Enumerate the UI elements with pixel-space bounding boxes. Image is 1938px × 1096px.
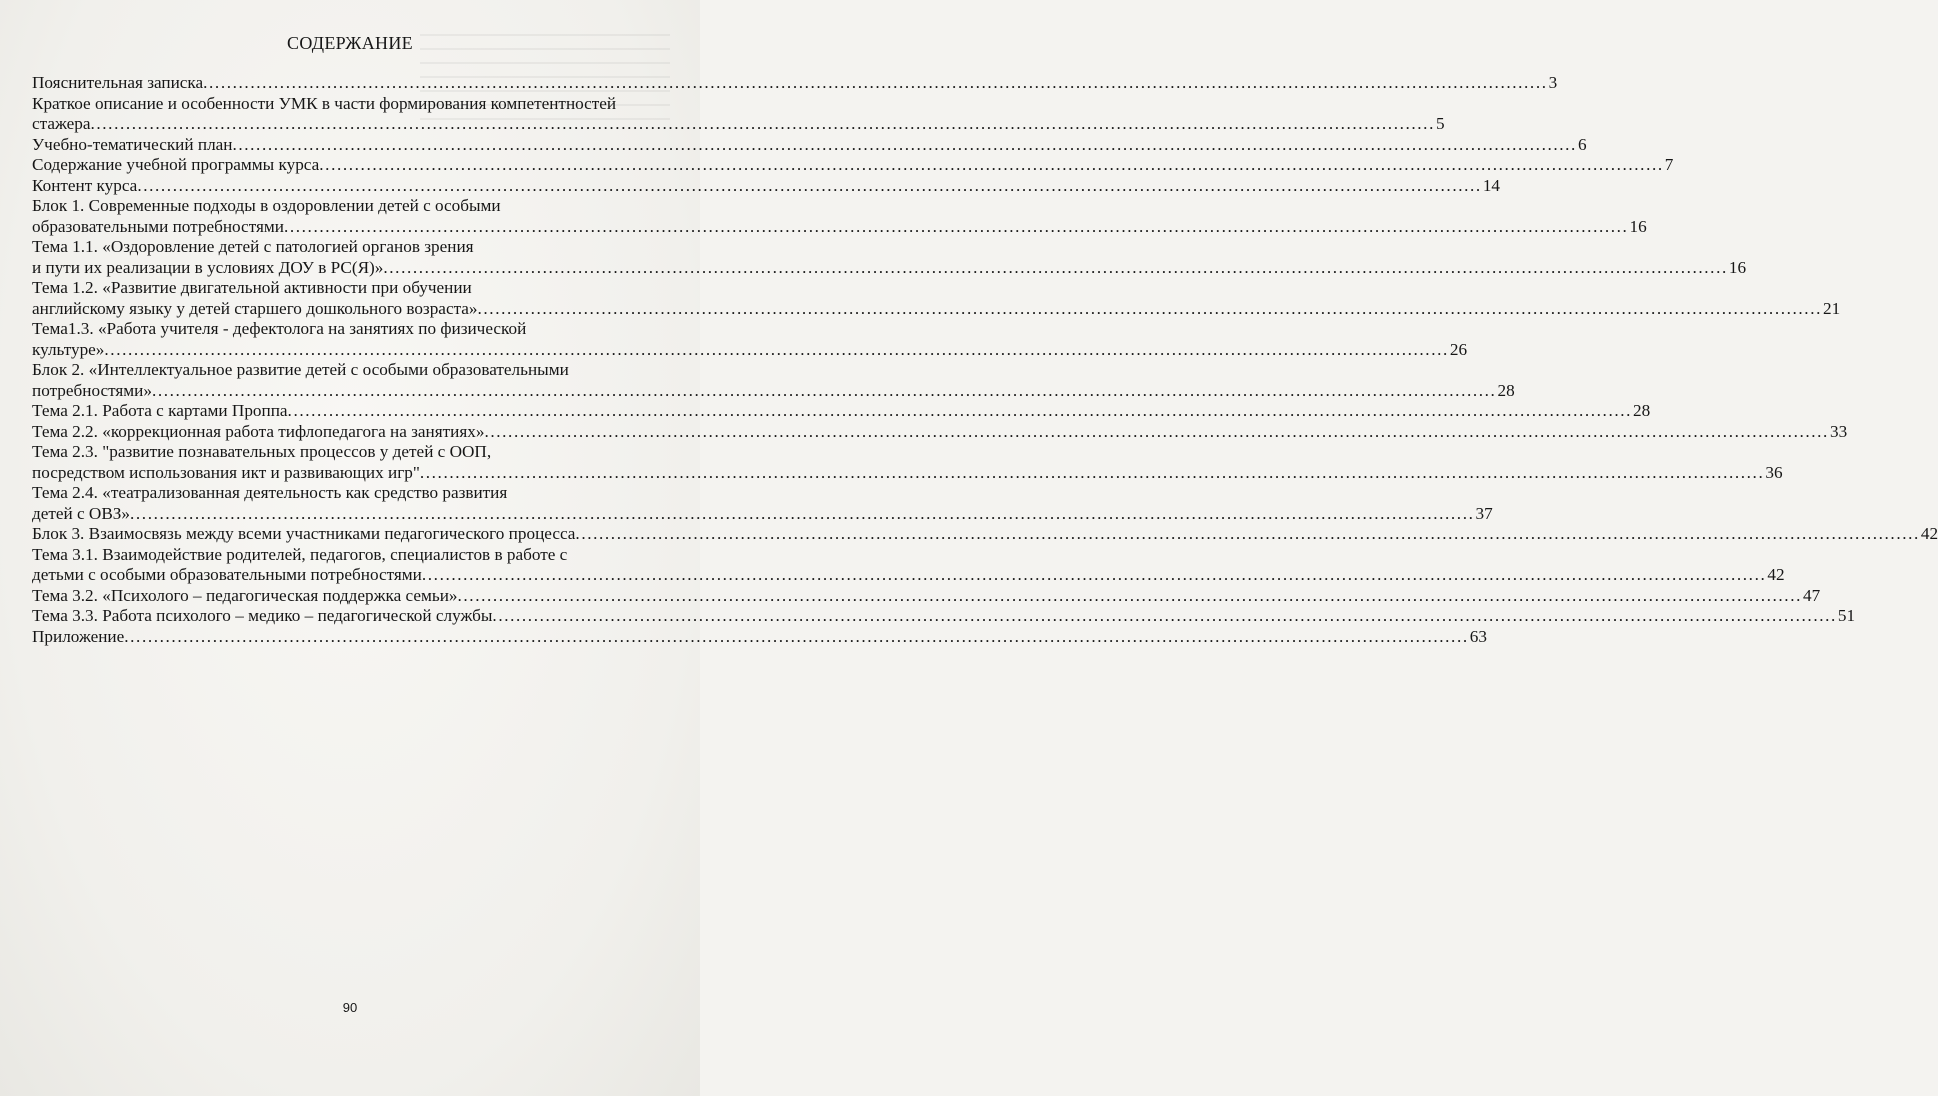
- toc-entry-leader-line: [32, 216, 1647, 238]
- toc-entry-title: и пути их реализации в условиях ДОУ в РС(Я)»: [32, 257, 384, 277]
- toc-entry-leader-line: [32, 257, 1747, 279]
- toc-page-number: 37: [1475, 503, 1493, 523]
- toc-entry-leader-line: [32, 155, 1674, 176]
- dot-leader: [422, 565, 1767, 586]
- toc-page-number: 51: [1837, 606, 1856, 625]
- toc-page-number: 47: [1803, 585, 1821, 605]
- toc-entry-title: Тема 3.2. «Психолого – педагогическая поддержка семьи»: [32, 585, 458, 605]
- toc-entry-title: Блок 3. Взаимосвязь между всеми участниками педагогического процесса: [32, 524, 576, 543]
- page-title: СОДЕРЖАНИЕ: [287, 33, 413, 53]
- toc-entry: [32, 73, 1558, 94]
- toc-entry-leader-line: [32, 606, 1856, 627]
- dot-leader: [130, 504, 1475, 525]
- toc-entry-text-line: Блок 2. «Интеллектуальное развитие детей с особыми образовательными: [32, 360, 569, 379]
- toc-entry: [32, 483, 1493, 524]
- toc-entry: [32, 606, 1856, 627]
- toc-page-number: 16: [1629, 216, 1647, 236]
- toc-entry: [32, 401, 1651, 422]
- toc-entry-leader-line: [32, 565, 1785, 586]
- dot-leader: [420, 463, 1765, 484]
- dot-leader: [478, 299, 1823, 320]
- toc-entry: [32, 585, 1821, 607]
- toc-entry-leader-line: [32, 339, 1468, 361]
- toc-entry-leader-line: [32, 134, 1587, 156]
- toc-page-number: 21: [1823, 298, 1841, 318]
- dot-leader: [104, 340, 1449, 361]
- toc-entry: [32, 544, 1785, 586]
- toc-entry-title: Содержание учебной программы курса: [32, 155, 320, 174]
- dot-leader: [319, 155, 1664, 176]
- toc-entry-text-line: Краткое описание и особенности УМК в части формирования компетентностей: [32, 93, 617, 113]
- toc-entry-leader-line: [32, 524, 1938, 545]
- toc-entry-title: Контент курса: [32, 175, 138, 195]
- toc-entry-title: Приложение: [32, 626, 125, 646]
- toc-entry-title: стажера: [32, 114, 91, 133]
- toc-entry-text-line: Блок 1. Современные подходы в оздоровлении детей с особыми: [32, 196, 501, 215]
- toc-page-number: 33: [1829, 421, 1848, 441]
- dot-leader: [383, 258, 1728, 279]
- toc-page-number: 3: [1548, 73, 1558, 92]
- dot-leader: [90, 114, 1435, 135]
- toc-entry-title: Тема 2.1. Работа с картами Проппа: [32, 401, 288, 420]
- dot-leader: [575, 524, 1920, 545]
- toc-entry-leader-line: [32, 421, 1848, 443]
- toc-entry-leader-line: [32, 298, 1841, 320]
- toc-entry-title: Учебно-тематический план: [32, 134, 233, 154]
- toc-entry-title: Пояснительная записка: [32, 73, 204, 92]
- toc-entry-title: Тема 2.2. «коррекционная работа тифлопедагога на занятиях»: [32, 421, 485, 441]
- toc-entry: [32, 237, 1747, 278]
- toc-entry: [32, 360, 1515, 401]
- toc-entry-text-line: Тема 3.1. Взаимодействие родителей, педагогов, специалистов в работе с: [32, 544, 568, 564]
- toc-entry: [32, 155, 1674, 176]
- toc-entry: [32, 442, 1783, 483]
- toc-page-number: 42: [1920, 524, 1938, 543]
- toc-entry-title: образовательными потребностями: [32, 216, 284, 236]
- dot-leader: [458, 586, 1803, 607]
- toc-entry-leader-line: [32, 114, 1445, 135]
- toc-page-number: 28: [1633, 401, 1651, 420]
- toc-entry-leader-line: [32, 175, 1500, 197]
- toc-entry: [32, 278, 1841, 319]
- toc-entry-leader-line: [32, 626, 1487, 648]
- toc-entry-leader-line: [32, 503, 1493, 525]
- toc-page-number: 7: [1664, 155, 1674, 174]
- toc-entry: [32, 175, 1500, 197]
- toc-entry-leader-line: [32, 462, 1783, 484]
- toc-entry-leader-line: [32, 585, 1821, 607]
- page-number: 90: [342, 1000, 358, 1015]
- toc-page-number: 5: [1435, 114, 1445, 133]
- toc-page-number: 63: [1469, 626, 1487, 646]
- toc-entry-text-line: Тема1.3. «Работа учителя - дефектолога на занятиях по физической: [32, 319, 527, 338]
- toc-entry-title: Тема 3.3. Работа психолого – медико – педагогической службы: [32, 606, 493, 625]
- toc-entry: [32, 196, 1647, 237]
- toc-entry: [32, 93, 1445, 135]
- toc-page-number: 36: [1765, 462, 1783, 482]
- table-of-contents: [32, 73, 1938, 647]
- dot-leader: [284, 217, 1629, 238]
- toc-entry-text-line: Тема 2.3. "развитие познавательных процессов у детей с ООП,: [32, 442, 492, 461]
- dot-leader: [137, 176, 1482, 197]
- toc-entry-title: детей с ОВЗ»: [32, 503, 131, 523]
- dot-leader: [492, 606, 1837, 627]
- toc-entry-leader-line: [32, 73, 1558, 94]
- toc-page-number: 14: [1482, 175, 1500, 195]
- toc-entry: [32, 626, 1487, 648]
- dot-leader: [152, 381, 1497, 402]
- toc-entry: [32, 319, 1468, 360]
- dot-leader: [288, 401, 1633, 422]
- toc-entry-leader-line: [32, 380, 1515, 402]
- toc-entry: [32, 524, 1938, 545]
- toc-page-number: 42: [1767, 565, 1785, 584]
- toc-entry-title: английскому языку у детей старшего дошкольного возраста»: [32, 298, 478, 318]
- toc-entry-title: посредством использования икт и развивающих игр": [32, 462, 420, 482]
- toc-entry-title: детьми с особыми образовательными потребностями: [32, 565, 422, 584]
- toc-entry-text-line: Тема 1.2. «Развитие двигательной активности при обучении: [32, 278, 472, 297]
- toc-entry-leader-line: [32, 401, 1651, 422]
- toc-page-number: 28: [1497, 380, 1515, 400]
- toc-entry: [32, 421, 1848, 443]
- dot-leader: [124, 627, 1469, 648]
- dot-leader: [484, 422, 1829, 443]
- toc-entry: [32, 134, 1587, 156]
- toc-entry-title: культуре»: [32, 339, 105, 359]
- toc-page-number: 6: [1577, 134, 1587, 154]
- dot-leader: [203, 73, 1548, 94]
- toc-entry-text-line: Тема 2.4. «театрализованная деятельность как средство развития: [32, 483, 508, 502]
- toc-page-number: 16: [1728, 257, 1747, 277]
- toc-entry-title: потребностями»: [32, 380, 152, 400]
- toc-entry-text-line: Тема 1.1. «Оздоровление детей с патологией органов зрения: [32, 237, 474, 256]
- toc-page-number: 26: [1449, 339, 1468, 359]
- dot-leader: [232, 135, 1577, 156]
